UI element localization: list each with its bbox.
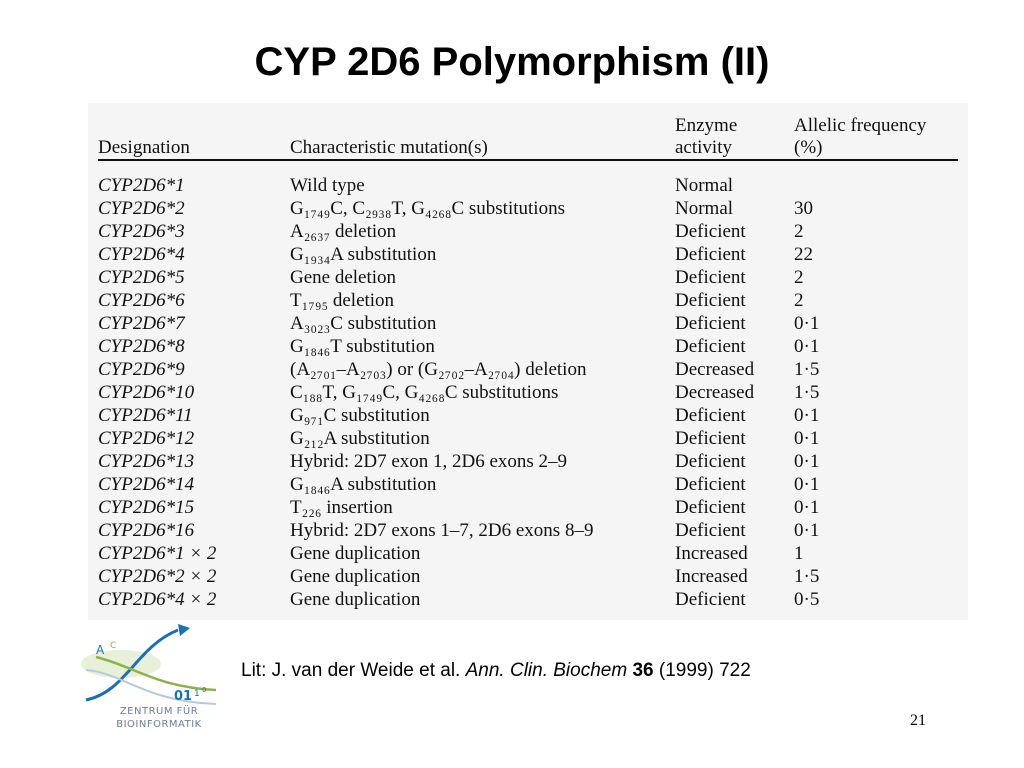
mutation-cell: Gene deletion <box>290 267 397 288</box>
mutation-cell: G₁₇₄₉C, C₂₉₃₈T, G₄₂₆₈C substitutions <box>290 198 565 219</box>
svg-text:01: 01 <box>174 689 193 704</box>
frequency-cell: 0·1 <box>794 451 820 472</box>
designation-cell: CYP2D6*5 <box>98 267 185 288</box>
table-row <box>98 289 958 312</box>
header-designation: Designation <box>98 103 290 160</box>
activity-cell: Deficient <box>675 313 746 334</box>
designation-cell: CYP2D6*2 <box>98 198 185 219</box>
table-row <box>98 243 958 266</box>
mutation-cell: G₁₈₄₆A substitution <box>290 474 437 495</box>
mutation-cell: Gene duplication <box>290 566 421 587</box>
designation-cell: CYP2D6*7 <box>98 313 185 334</box>
polymorphism-table <box>98 103 958 611</box>
designation-cell: CYP2D6*16 <box>98 520 195 541</box>
mutation-cell: Hybrid: 2D7 exon 1, 2D6 exons 2–9 <box>290 451 568 472</box>
mutation-cell: G₉₇₁C substitution <box>290 405 430 426</box>
frequency-cell: 30 <box>794 198 813 219</box>
frequency-cell: 1·5 <box>794 359 820 380</box>
svg-text:0: 0 <box>202 686 207 694</box>
frequency-cell <box>794 160 958 197</box>
citation <box>241 660 751 682</box>
designation-cell: CYP2D6*15 <box>98 497 195 518</box>
mutation-cell: A₂₆₃₇ deletion <box>290 221 397 242</box>
designation-cell: CYP2D6*1 <box>98 175 185 196</box>
logo-text-line2: BIOINFORMATIK <box>116 719 202 730</box>
table-row <box>98 542 958 565</box>
frequency-cell: 2 <box>794 267 804 288</box>
frequency-cell: 1·5 <box>794 382 820 403</box>
header-freq-line1: Allelic frequency <box>794 115 927 136</box>
designation-cell: CYP2D6*4 × 2 <box>98 589 217 610</box>
activity-cell: Deficient <box>675 244 746 265</box>
svg-text:C: C <box>110 641 117 651</box>
logo-graphic <box>66 622 236 712</box>
citation-journal: Ann. Clin. Biochem <box>465 660 628 681</box>
mutation-cell: G₁₈₄₆T substitution <box>290 336 435 357</box>
activity-cell: Increased <box>675 566 748 587</box>
designation-cell: CYP2D6*14 <box>98 474 195 495</box>
table-row <box>98 404 958 427</box>
svg-text:1: 1 <box>194 689 200 699</box>
frequency-cell: 22 <box>794 244 813 265</box>
citation-prefix: Lit: J. van der Weide et al. <box>241 660 466 681</box>
frequency-cell: 0·5 <box>794 589 820 610</box>
frequency-cell: 2 <box>794 290 804 311</box>
header-allelic-frequency <box>794 103 958 160</box>
table-row <box>98 358 958 381</box>
table-row <box>98 588 958 611</box>
frequency-cell: 1·5 <box>794 566 820 587</box>
citation-volume: 36 <box>632 660 654 681</box>
mutation-cell: G₂₁₂A substitution <box>290 428 430 449</box>
zentrum-bioinformatik-logo <box>66 622 236 740</box>
table-row <box>98 160 958 197</box>
activity-cell: Normal <box>675 198 734 219</box>
table-row <box>98 197 958 220</box>
slide-title: CYP 2D6 Polymorphism (II) <box>254 40 770 84</box>
activity-cell: Deficient <box>675 451 746 472</box>
designation-cell: CYP2D6*6 <box>98 290 185 311</box>
mutation-cell: T₁₇₉₅ deletion <box>290 290 395 311</box>
designation-cell: CYP2D6*12 <box>98 428 195 449</box>
designation-cell: CYP2D6*1 × 2 <box>98 543 217 564</box>
frequency-cell: 0·1 <box>794 474 820 495</box>
table-header-row <box>98 103 958 160</box>
designation-cell: CYP2D6*8 <box>98 336 185 357</box>
frequency-cell: 0·1 <box>794 405 820 426</box>
activity-cell: Deficient <box>675 221 746 242</box>
activity-cell: Deficient <box>675 589 746 610</box>
table-row <box>98 519 958 542</box>
table-body <box>98 160 958 611</box>
table-row <box>98 266 958 289</box>
mutation-cell: C₁₈₈T, G₁₇₄₉C, G₄₂₆₈C substitutions <box>290 382 559 403</box>
polymorphism-table-panel <box>88 103 968 620</box>
citation-suffix: (1999) 722 <box>653 660 751 681</box>
designation-cell: CYP2D6*3 <box>98 221 185 242</box>
table-row <box>98 496 958 519</box>
designation-cell: CYP2D6*2 × 2 <box>98 566 217 587</box>
designation-cell: CYP2D6*10 <box>98 382 195 403</box>
table-row <box>98 220 958 243</box>
mutation-cell: A₃₀₂₃C substitution <box>290 313 437 334</box>
activity-cell: Decreased <box>675 382 755 403</box>
logo-text-line1: ZENTRUM FÜR <box>119 706 199 717</box>
frequency-cell: 0·1 <box>794 428 820 449</box>
designation-cell: CYP2D6*4 <box>98 244 185 265</box>
mutation-cell: T₂₂₆ insertion <box>290 497 393 518</box>
table-row <box>98 381 958 404</box>
mutation-cell: (A₂₇₀₁–A₂₇₀₃) or (G₂₇₀₂–A₂₇₀₄) deletion <box>290 359 587 380</box>
header-enzyme-line2: activity <box>675 137 732 158</box>
header-enzyme-line1: Enzyme <box>675 115 738 136</box>
header-enzyme-activity <box>675 103 794 160</box>
activity-cell: Deficient <box>675 336 746 357</box>
svg-text:A: A <box>96 643 105 657</box>
activity-cell: Deficient <box>675 405 746 426</box>
designation-cell: CYP2D6*13 <box>98 451 195 472</box>
activity-cell: Deficient <box>675 474 746 495</box>
activity-cell: Deficient <box>675 428 746 449</box>
mutation-cell: Gene duplication <box>290 589 421 610</box>
mutation-cell: Hybrid: 2D7 exons 1–7, 2D6 exons 8–9 <box>290 520 594 541</box>
frequency-cell: 0·1 <box>794 497 820 518</box>
frequency-cell: 0·1 <box>794 313 820 334</box>
frequency-cell: 1 <box>794 543 804 564</box>
table-row <box>98 312 958 335</box>
activity-cell: Deficient <box>675 290 746 311</box>
mutation-cell: G₁₉₃₄A substitution <box>290 244 437 265</box>
header-mutation: Characteristic mutation(s) <box>290 103 675 160</box>
table-row <box>98 335 958 358</box>
table-row <box>98 427 958 450</box>
frequency-cell: 0·1 <box>794 336 820 357</box>
table-row <box>98 565 958 588</box>
activity-cell: Deficient <box>675 267 746 288</box>
frequency-cell: 2 <box>794 221 804 242</box>
activity-cell: Deficient <box>675 520 746 541</box>
activity-cell: Deficient <box>675 497 746 518</box>
activity-cell: Increased <box>675 543 748 564</box>
page-number: 21 <box>910 712 926 729</box>
table-row <box>98 473 958 496</box>
header-freq-line2: (%) <box>794 137 823 158</box>
designation-cell: CYP2D6*9 <box>98 359 185 380</box>
designation-cell: CYP2D6*11 <box>98 405 193 426</box>
frequency-cell: 0·1 <box>794 520 820 541</box>
table-row <box>98 450 958 473</box>
mutation-cell: Gene duplication <box>290 543 421 564</box>
activity-cell: Normal <box>675 175 734 196</box>
activity-cell: Decreased <box>675 359 755 380</box>
mutation-cell: Wild type <box>290 175 365 196</box>
